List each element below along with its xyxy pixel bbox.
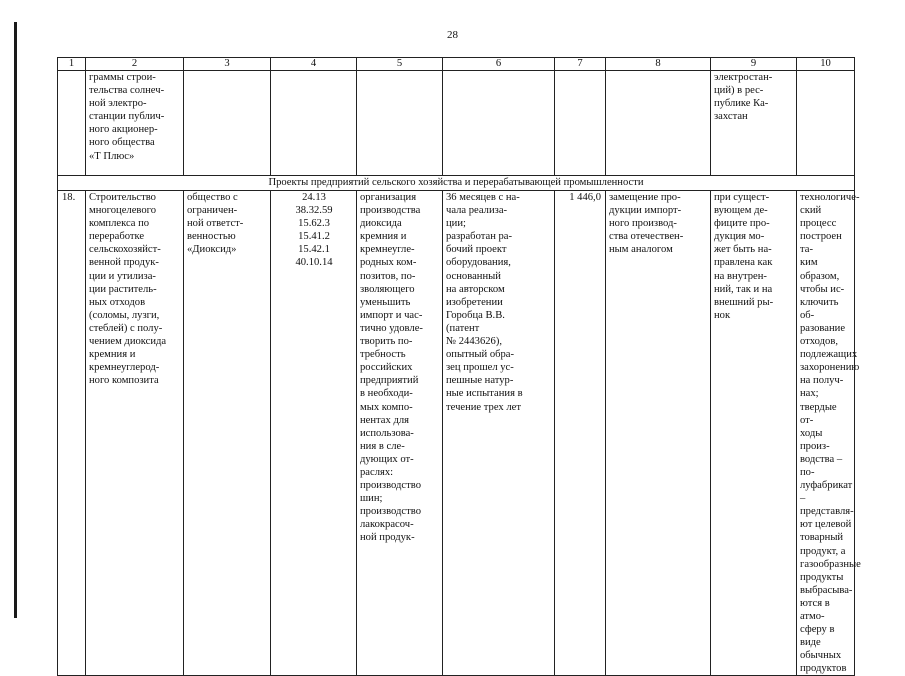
- cell-timeline: 36 месяцев с на- чала реализа- ции; разработан ра- бочий проект оборудования, основанный на авторском изобретении Горобца В.В. (патент № 2443626), опытный обра- зец прошел ус- пешные натур- ные испытания в течение трех лет: [443, 191, 555, 676]
- section-title: Проекты предприятий сельского хозяйства и перерабатывающей промышленности: [58, 176, 855, 191]
- column-number: 6: [443, 58, 555, 71]
- cell-number: [58, 71, 86, 176]
- cell-cost: [555, 71, 606, 176]
- cell-organization: общество с ограничен- ной ответст- венностью «Диоксид»: [184, 191, 271, 676]
- cell-okved: [271, 71, 357, 176]
- column-number: 10: [797, 58, 855, 71]
- cell-timeline: [443, 71, 555, 176]
- cell-okved: 24.13 38.32.59 15.62.3 15.41.2 15.42.1 40.10.14: [271, 191, 357, 676]
- column-number: 7: [555, 58, 606, 71]
- cell-project-name: граммы строи- тельства солнеч- ной электро- станции публич- ного акционер- ного общества «Т Плюс»: [86, 71, 184, 176]
- column-number: 2: [86, 58, 184, 71]
- project-table: [57, 57, 861, 676]
- cell-effect: замещение про- дукции импорт- ного производ- ства отечествен- ным аналогом: [606, 191, 711, 676]
- column-number-row: [58, 58, 855, 71]
- cell-cost: 1 446,0: [555, 191, 606, 676]
- cell-ecology: [797, 71, 855, 176]
- cell-organization: [184, 71, 271, 176]
- column-number: 3: [184, 58, 271, 71]
- page-edge-bar: [14, 22, 17, 618]
- column-number: 4: [271, 58, 357, 71]
- cell-project-name: Строительство многоцелевого комплекса по переработке сельскохозяйст- венной продук- ции и утилиза- ции раститель- ных отходов (соломы, лузги, стеблей) с полу- чением диоксида кремния и кремнеуглерод- ного композита: [86, 191, 184, 676]
- column-number: 5: [357, 58, 443, 71]
- continuation-row: [58, 71, 855, 176]
- cell-number: 18.: [58, 191, 86, 676]
- cell-market: электростан- ций) в рес- публике Ка- захстан: [711, 71, 797, 176]
- section-row: [58, 176, 855, 191]
- cell-goal: [357, 71, 443, 176]
- page-number: 28: [447, 29, 458, 41]
- column-number: 8: [606, 58, 711, 71]
- cell-ecology: технологиче- ский процесс построен та- ким образом, чтобы ис- ключить об- разование отходов, подлежащих захоронению на получ- нах; твердые от- ходы произ- водства – по- луфабрикат – представля- ют целевой товарный продукт, а газообразные продукты выбрасыва- ются в атмо- сферу в виде обычных продуктов: [797, 191, 855, 676]
- column-number: 1: [58, 58, 86, 71]
- cell-goal: организация производства диоксида кремния и кремнеугле- родных ком- позитов, по- зволяющего уменьшить импорт и час- тично удовле- творить по- требность российских предприятий в необходи- мых компо- нентах для использова- ния в сле- дующих от- раслях: производство шин; производство лакокрасоч- ной продук-: [357, 191, 443, 676]
- column-number: 9: [711, 58, 797, 71]
- cell-effect: [606, 71, 711, 176]
- project-row-18: [58, 191, 855, 676]
- cell-market: при сущест- вующем де- фиците про- дукция мо- жет быть на- правлена как на внутрен- ний, так и на внешний ры- нок: [711, 191, 797, 676]
